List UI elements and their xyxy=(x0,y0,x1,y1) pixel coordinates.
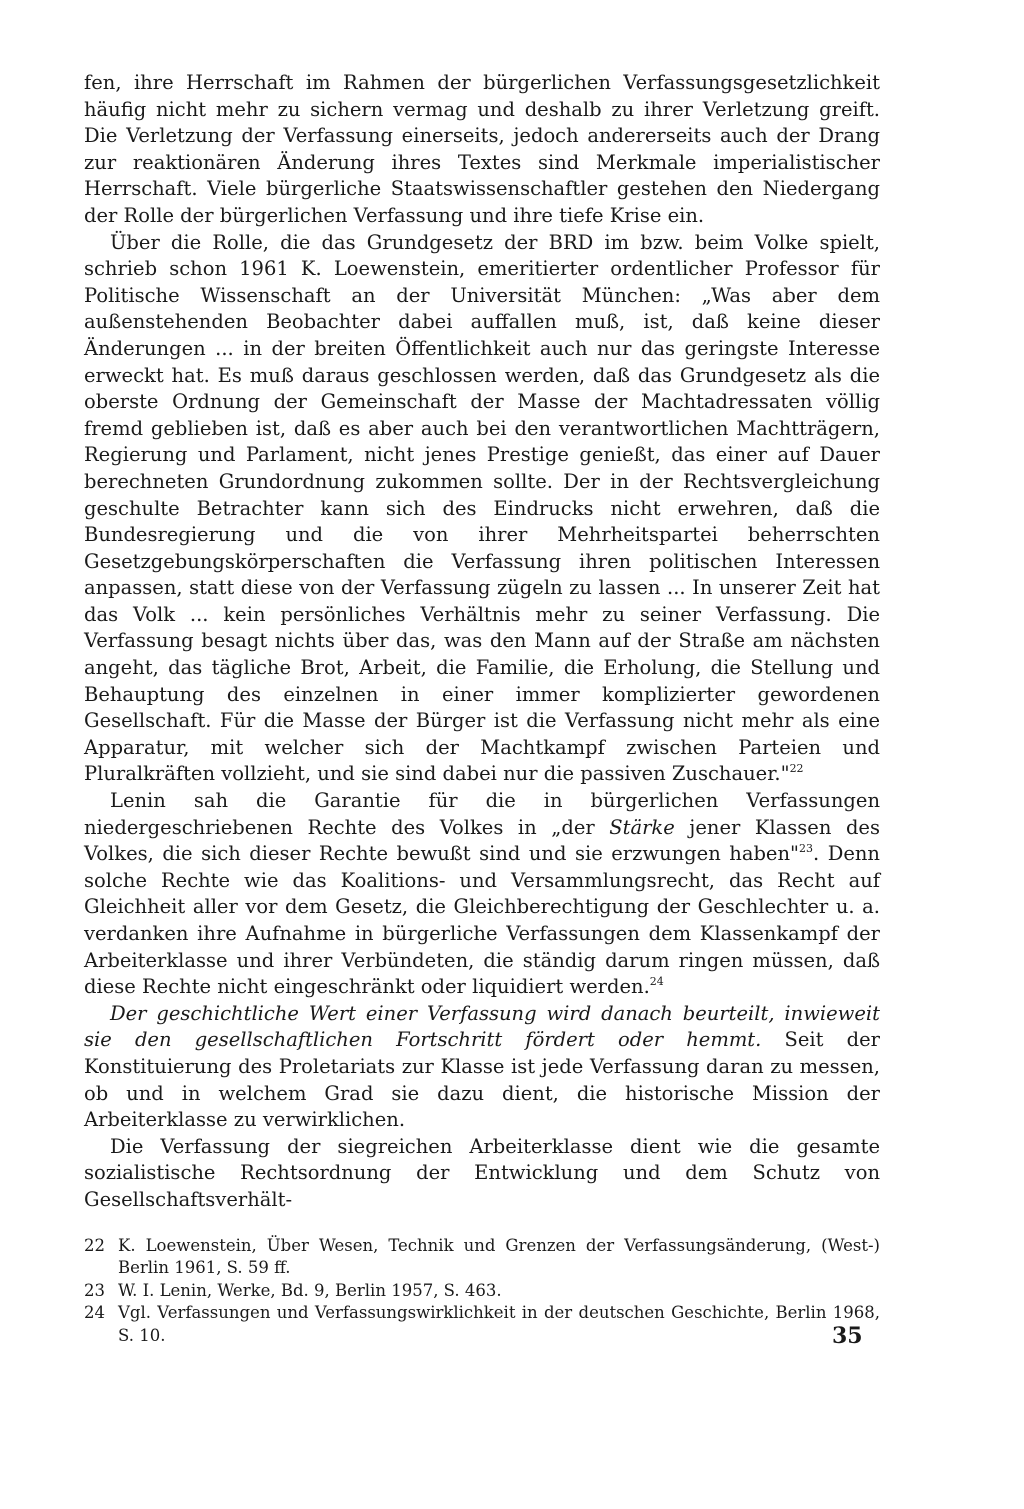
footnote-text: K. Loewenstein, Über Wesen, Technik und Grenzen der Verfassungsänderung, (West-) Berlin 1961, S. 59 ff. xyxy=(118,1235,880,1278)
main-text xyxy=(84,70,880,1214)
page-number: 35 xyxy=(832,1323,863,1349)
footnote-22 xyxy=(84,1235,880,1280)
paragraph xyxy=(84,1001,880,1134)
emphasis-text: Stärke xyxy=(609,815,675,839)
footnote-text: Vgl. Verfassungen und Verfassungswirklichkeit in der deutschen Geschichte, Berlin 1968, S. 10. xyxy=(118,1303,880,1345)
footnote-number: 22 xyxy=(84,1235,105,1255)
emphasis-text: Der geschichtliche Wert einer Verfassung wird danach beurteilt, inwieweit sie den gesellschaftlichen Fortschritt fördert oder hemmt. xyxy=(84,1001,880,1052)
paragraph xyxy=(84,1134,880,1214)
paragraph xyxy=(84,70,880,230)
footnotes xyxy=(84,1235,880,1348)
text-run: Über die Rolle, die das Grundgesetz der BRD im bzw. beim Volke spielt, schrieb schon 1961 K. Loewenstein, emeritierter ordentlicher Professor für Politische Wissenschaft an der Universität München: „Was aber dem außenstehenden Beobachter dabei auffallen muß, ist, daß keine dieser Änderungen ... in der breiten Öffentlichkeit auch nur das geringste Interesse erweckt hat. Es muß daraus geschlossen werden, daß das Grundgesetz als die oberste Ordnung der Gemeinschaft der Masse der Machtadressaten völlig fremd geblieben ist, daß es aber auch bei den verantwortlichen Machtträgern, Regierung und Parlament, nicht jenes Prestige genießt, das einer auf Dauer berechneten Grundordnung zukommen sollte. Der in der Rechtsvergleichung geschulte Betrachter kann sich des Eindrucks nicht erwehren, daß die Bundesregierung und die von ihrer Mehrheitspartei beherrschten Gesetzgebungskörperschaften die Verfassung ihren politischen Interessen anpassen, statt diese von der Verfassung zügeln zu lassen ... In unserer Zeit hat das Volk ... kein persönliches Verhältnis mehr zu seiner Verfassung. Die Verfassung besagt nichts über das, was den Mann auf der Straße am nächsten angeht, das tägliche Brot, Arbeit, die Familie, die Erholung, die Stellung und Behauptung des einzelnen in einer immer komplizierter gewordenen Gesellschaft. Für die Masse der Bürger ist die Verfassung nicht mehr als eine Apparatur, mit welcher sich der Machtkampf zwischen Parteien und Pluralkräften vollzieht, und sie sind dabei nur die passiven Zuschauer." xyxy=(84,230,880,786)
paragraph xyxy=(84,230,880,788)
footnote-23 xyxy=(84,1280,880,1303)
footnote-reference: 22 xyxy=(789,762,804,776)
paragraph xyxy=(84,788,880,1001)
footnote-number: 23 xyxy=(84,1280,105,1300)
page-body xyxy=(84,70,880,1347)
text-run: fen, ihre Herrschaft im Rahmen der bürgerlichen Verfassungsgesetzlichkeit häufig nicht mehr zu sichern vermag und deshalb zu ihrer Verletzung greift. Die Verletzung der Verfassung einerseits, jedoch andererseits auch der Drang zur reaktionären Änderung ihres Textes sind Merkmale imperialistischer Herrschaft. Viele bürgerliche Staatswissenschaftler gestehen den Niedergang der Rolle der bürgerlichen Verfassung und ihre tiefe Krise ein. xyxy=(84,71,880,227)
footnote-text: W. I. Lenin, Werke, Bd. 9, Berlin 1957, S. 463. xyxy=(118,1280,502,1300)
footnote-reference: 23 xyxy=(799,842,813,856)
text-run: Die Verfassung der siegreichen Arbeiterklasse dient wie die gesamte sozialistische Rechtsordnung der Entwicklung und dem Schutz von Gesellschaftsverhält- xyxy=(84,1134,880,1211)
text-run: Lenin sah die Garantie für die in bürgerlichen Verfassungen niedergeschriebenen Rechte des Volkes in „der xyxy=(84,789,880,839)
footnote-24 xyxy=(84,1302,880,1347)
text-run: Seit der Konstituierung des Proletariats zur Klasse ist jede Verfassung daran zu messen, ob und in welchem Grad sie dazu dient, die historische Mission der Arbeiterklasse zu verwirklichen. xyxy=(84,1028,880,1132)
text-run: . Denn solche Rechte wie das Koalitions- und Versammlungsrecht, das Recht auf Gleichheit aller vor dem Gesetz, die Gleichberechtigung der Geschlechter u. a. verdanken ihre Aufnahme in bürgerliche Verfassungen dem Klassenkampf der Arbeiterklasse und ihrer Verbündeten, die ständig darum ringen müssen, daß diese Rechte nicht eingeschränkt oder liquidiert werden. xyxy=(84,842,880,999)
text-run: jener Klassen des Volkes, die sich dieser Rechte bewußt sind und sie erzwungen haben" xyxy=(84,815,880,866)
footnote-number: 24 xyxy=(84,1303,105,1323)
footnote-reference: 24 xyxy=(649,975,664,989)
